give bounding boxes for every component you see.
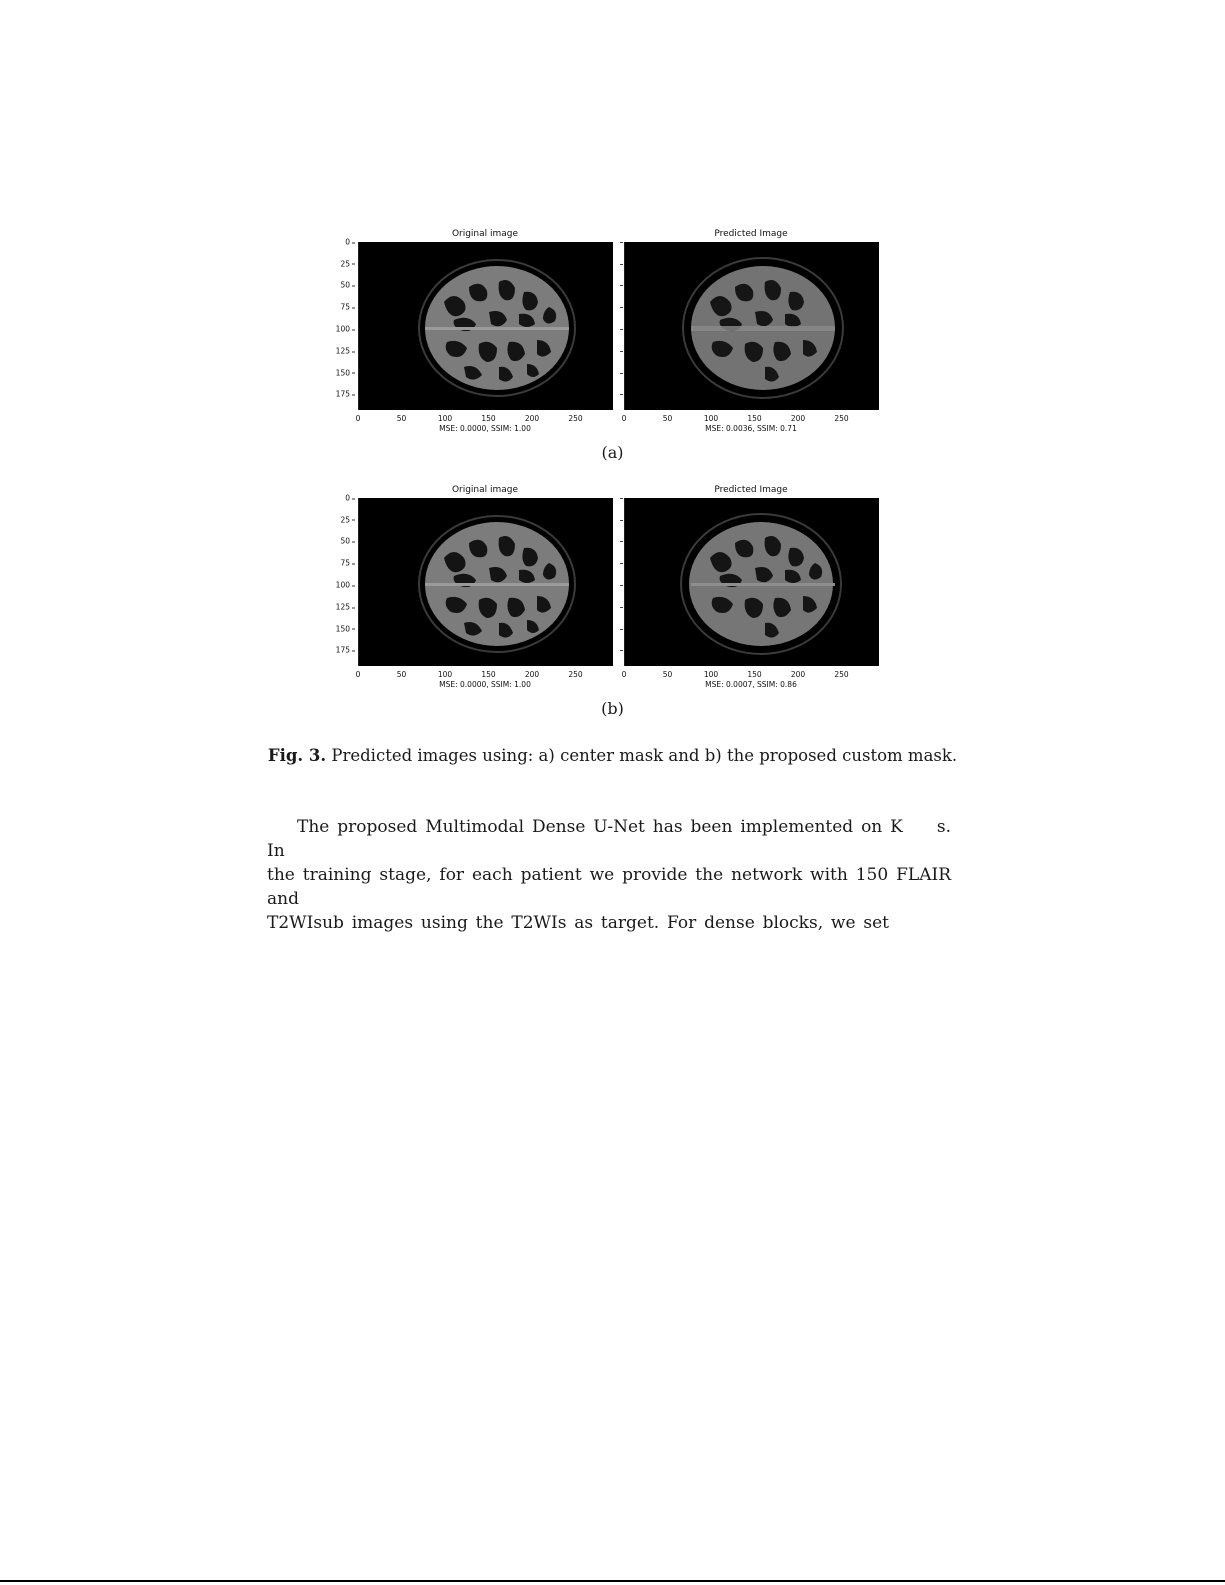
y-tick: 0: [320, 238, 350, 247]
x-tick: 50: [396, 670, 407, 679]
brain-mri-graphic: [359, 242, 613, 410]
x-tick: 150: [481, 414, 496, 423]
y-tick-mark: [620, 520, 623, 521]
metric-label: MSE: 0.0000, SSIM: 1.00: [439, 680, 531, 689]
y-tick-mark: [620, 373, 623, 374]
mri-image-original: [358, 498, 613, 666]
subfigure-label-b: (b): [601, 699, 624, 718]
y-tick: 125: [320, 603, 350, 612]
x-tick: 150: [747, 670, 762, 679]
metric-label: MSE: 0.0000, SSIM: 1.00: [439, 424, 531, 433]
mri-image-predicted: [624, 498, 879, 666]
caption-label: Fig. 3.: [267, 746, 327, 765]
y-tick: 0: [320, 494, 350, 503]
x-tick: 100: [437, 670, 453, 679]
metric-label: MSE: 0.0036, SSIM: 0.71: [705, 424, 797, 433]
x-tick: 250: [568, 414, 583, 423]
x-tick: 0: [355, 670, 361, 679]
y-tick-mark: [620, 585, 623, 586]
y-tick: 150: [320, 624, 350, 633]
y-tick: 50: [320, 537, 350, 546]
y-tick: 175: [320, 646, 350, 655]
y-tick: 25: [320, 515, 350, 524]
x-tick: 200: [790, 414, 806, 423]
brain-mri-graphic: [625, 242, 879, 410]
x-tick: 0: [621, 670, 627, 679]
metric-label: MSE: 0.0007, SSIM: 0.86: [705, 680, 797, 689]
brain-mri-graphic: [625, 498, 879, 666]
x-tick: 100: [703, 414, 719, 423]
y-tick-mark: [620, 563, 623, 564]
panel-predicted-b: [621, 485, 878, 698]
mri-image-original: [358, 242, 613, 410]
figure-caption: [0, 746, 1225, 765]
y-tick: 100: [320, 581, 350, 590]
page-bottom-rule: [0, 1580, 1225, 1582]
y-tick: 150: [320, 368, 350, 377]
x-tick: 200: [524, 414, 540, 423]
y-tick-mark: [620, 242, 623, 243]
paragraph-line: the training stage, for each patient we provide the network with 150 FLAIR and: [267, 865, 951, 909]
x-tick: 250: [834, 670, 849, 679]
mri-image-predicted: [624, 242, 879, 410]
x-tick: 150: [481, 670, 496, 679]
paragraph-line: T2WIsub images using the T2WIs as target. For dense blocks, we set: [267, 913, 889, 933]
paragraph-line: The proposed Multimodal Dense U-Net has been implemented on K s. In: [267, 817, 951, 861]
x-tick: 50: [662, 414, 673, 423]
x-tick: 200: [790, 670, 806, 679]
x-tick: 200: [524, 670, 540, 679]
panel-title: Predicted Image: [714, 229, 788, 239]
y-tick-mark: [620, 607, 623, 608]
x-tick: 250: [834, 414, 849, 423]
panel-predicted-a: [621, 229, 878, 442]
panel-original-b: [335, 485, 612, 698]
body-paragraph: [267, 815, 951, 935]
panel-title: Predicted Image: [714, 485, 788, 495]
panel-title: Original image: [451, 229, 519, 239]
y-tick-mark: [620, 329, 623, 330]
brain-mri-graphic: [359, 498, 613, 666]
x-tick: 250: [568, 670, 583, 679]
x-tick: 100: [703, 670, 719, 679]
y-tick: 175: [320, 390, 350, 399]
y-tick-mark: [620, 629, 623, 630]
y-tick: 100: [320, 325, 350, 334]
x-tick: 150: [747, 414, 762, 423]
y-tick: 125: [320, 347, 350, 356]
y-tick-mark: [620, 285, 623, 286]
y-tick-mark: [620, 351, 623, 352]
y-tick-mark: [620, 264, 623, 265]
panel-original-a: [335, 229, 612, 442]
x-tick: 50: [396, 414, 407, 423]
y-tick-mark: [620, 307, 623, 308]
x-tick: 100: [437, 414, 453, 423]
x-tick: 50: [662, 670, 673, 679]
panel-title: Original image: [451, 485, 519, 495]
y-tick-mark: [620, 650, 623, 651]
x-tick: 0: [355, 414, 361, 423]
subfigure-label-a: (a): [601, 443, 624, 462]
y-tick-mark: [620, 498, 623, 499]
y-tick: 75: [320, 303, 350, 312]
y-tick: 75: [320, 559, 350, 568]
y-tick: 50: [320, 281, 350, 290]
x-tick: 0: [621, 414, 627, 423]
y-tick: 25: [320, 259, 350, 268]
y-tick-mark: [620, 394, 623, 395]
caption-text: Predicted images using: a) center mask and b) the proposed custom mask.: [326, 746, 958, 765]
y-tick-mark: [620, 541, 623, 542]
